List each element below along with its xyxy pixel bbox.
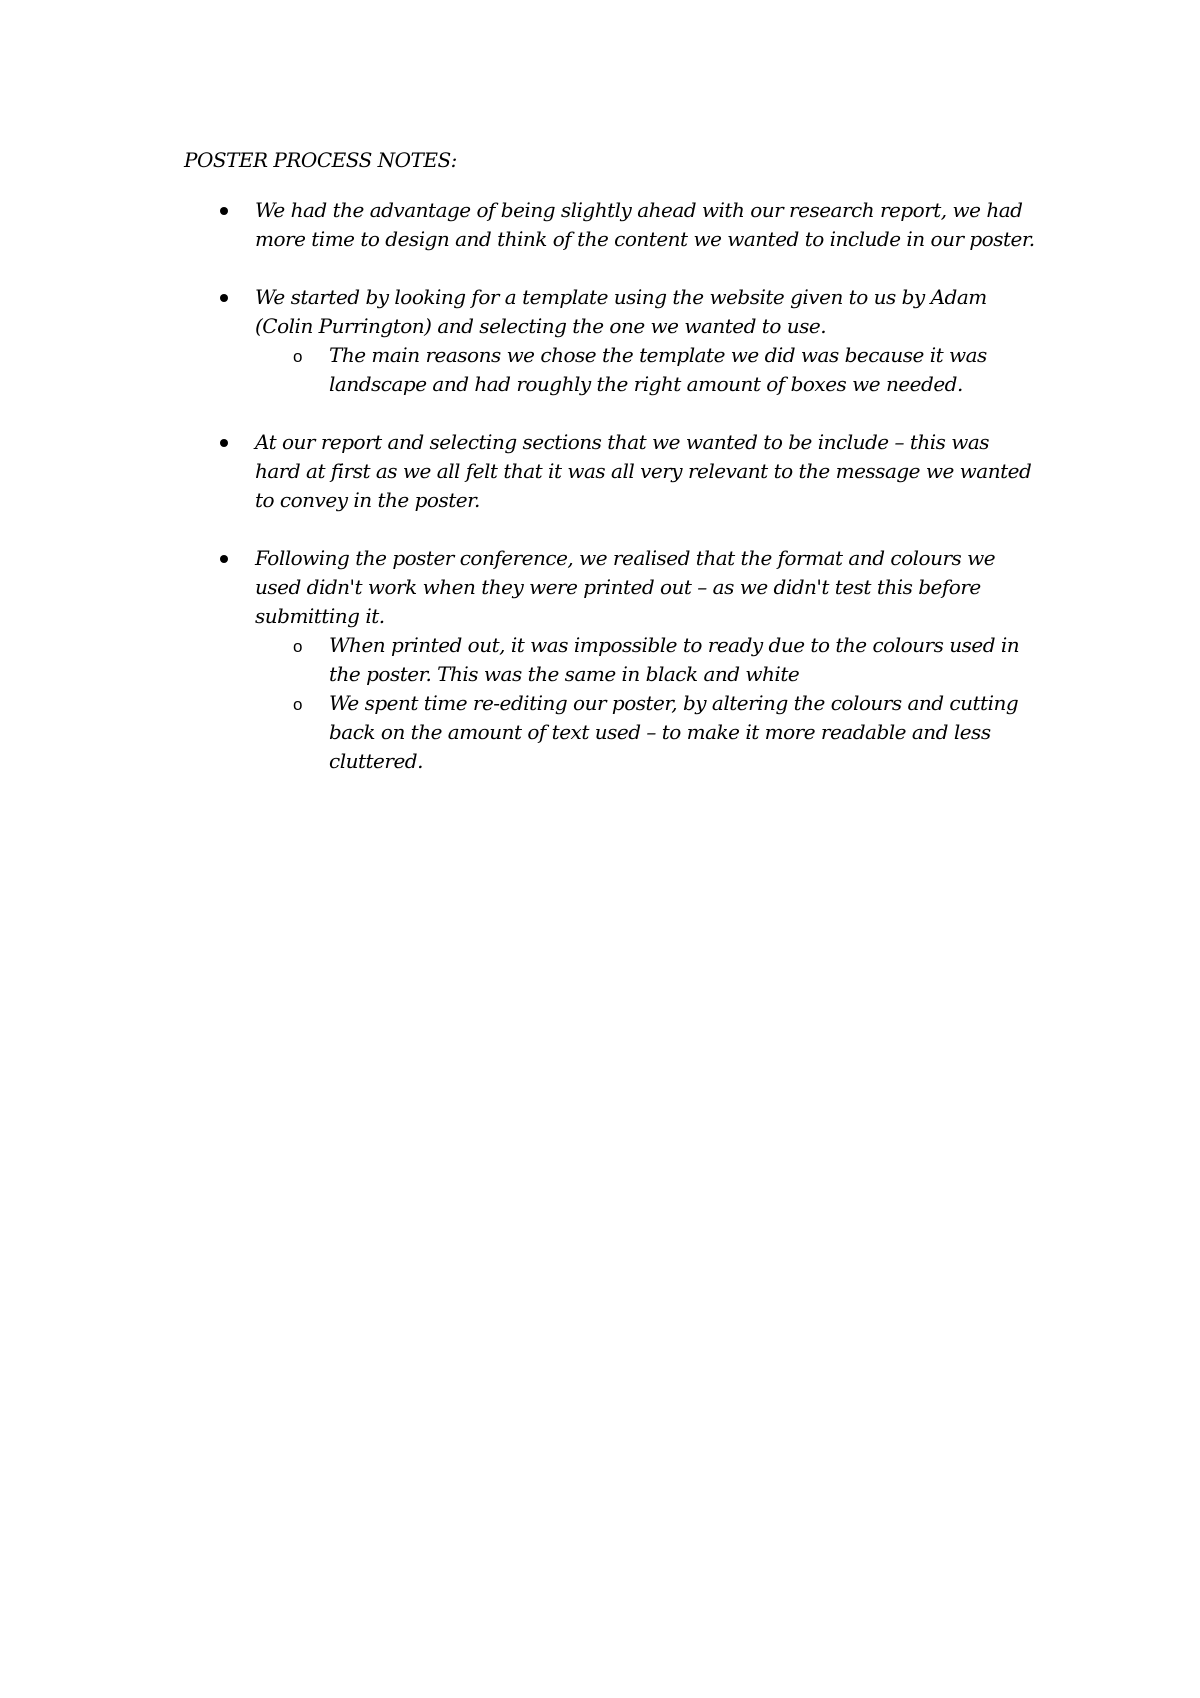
sub-bullet-list (255, 341, 1035, 399)
bullet-item (184, 544, 1035, 776)
bullet-text: We started by looking for a template using the website given to us by Adam (Colin Purrington) and selecting the one we wanted to use. (255, 285, 987, 338)
document-content (184, 146, 1034, 805)
bullet-text: We had the advantage of being slightly ahead with our research report, we had more time to design and think of the content we wanted to include in our poster. (255, 198, 1035, 251)
bullet-text: At our report and selecting sections that we wanted to be include – this was hard at first as we all felt that it was all very relevant to the message we wanted to convey in the poster. (255, 430, 1032, 512)
hollow-circle-icon: o (293, 695, 303, 714)
sub-bullet-item (255, 689, 1034, 776)
bullet-dot-icon (220, 207, 228, 215)
bullet-dot-icon (220, 294, 228, 302)
sub-bullet-text: We spent time re-editing our poster, by altering the colours and cutting back on the amount of text used – to make it more readable and less cluttered. (329, 691, 1019, 773)
sub-bullet-text: The main reasons we chose the template we did was because it was landscape and had roughly the right amount of boxes we needed. (329, 343, 987, 396)
sub-bullet-item (255, 631, 1034, 689)
bullet-dot-icon (220, 555, 228, 563)
sub-bullet-text: When printed out, it was impossible to ready due to the colours used in the poster. This was the same in black and white (329, 633, 1020, 686)
bullet-item (184, 283, 1035, 399)
bullet-item (184, 196, 1035, 254)
sub-bullet-list (255, 631, 1035, 776)
sub-bullet-item (255, 341, 1034, 399)
hollow-circle-icon: o (293, 347, 303, 366)
bullet-item (184, 428, 1035, 515)
hollow-circle-icon: o (293, 637, 303, 656)
bullet-list (184, 196, 1034, 776)
bullet-text: Following the poster conference, we realised that the format and colours we used didn't work when they were printed out – as we didn't test this before submitting it. (255, 546, 996, 628)
document-title: POSTER PROCESS NOTES: (184, 148, 457, 172)
bullet-dot-icon (220, 439, 228, 447)
